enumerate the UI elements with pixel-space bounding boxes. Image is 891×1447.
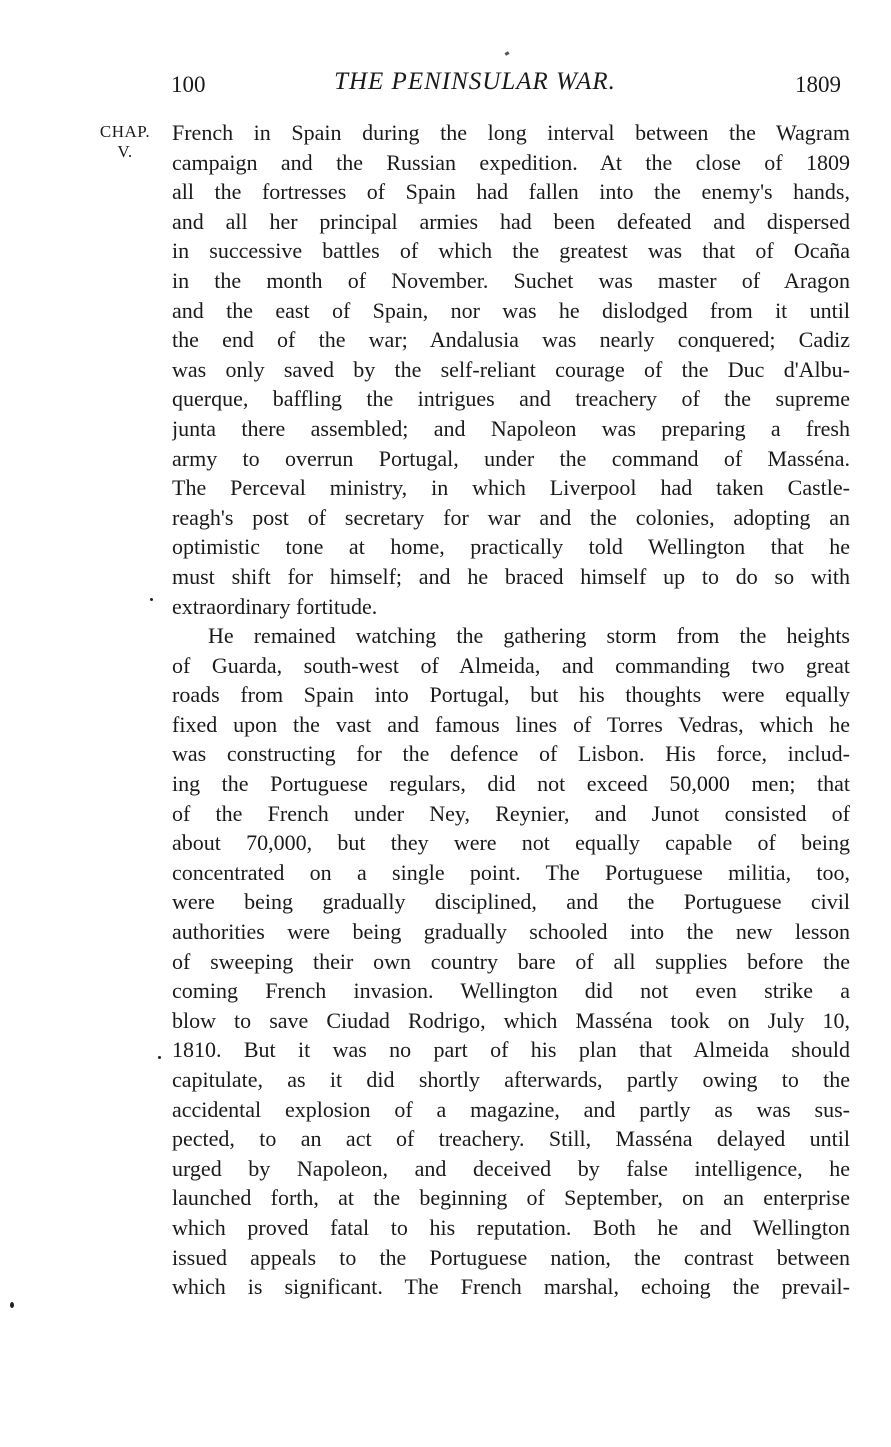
text-line: were being gradually disciplined, and the Portuguese civil bbox=[172, 889, 850, 915]
paragraph bbox=[172, 118, 850, 621]
text-line: capitulate, as it did shortly afterwards, partly owing to the bbox=[172, 1067, 850, 1092]
text-line: extraordinary fortitude. bbox=[172, 593, 378, 619]
running-head bbox=[0, 68, 891, 108]
text-line: querque, baffling the intrigues and treachery of the supreme bbox=[172, 386, 850, 412]
text-line: launched forth, at the beginning of September, on an enterprise bbox=[172, 1185, 850, 1211]
text-line: reagh's post of secretary for war and the colonies, adopting an bbox=[172, 504, 850, 530]
ink-speck bbox=[10, 1302, 14, 1308]
text-line: which proved fatal to his reputation. Both he and Wellington bbox=[172, 1214, 850, 1240]
text-line: coming French invasion. Wellington did not even strike a bbox=[172, 978, 850, 1004]
text-line: blow to save Ciudad Rodrigo, which Masséna took on July 10, bbox=[172, 1007, 850, 1033]
text-line: about 70,000, but they were not equally capable of being bbox=[172, 830, 850, 856]
text-line: must shift for himself; and he braced himself up to do so with bbox=[172, 563, 850, 589]
text-line: French in Spain during the long interval between the Wagram bbox=[172, 120, 850, 145]
text-line: in the month of November. Suchet was master of Aragon bbox=[172, 267, 850, 293]
text-line: campaign and the Russian expedition. At the close of 1809 bbox=[172, 149, 850, 175]
chapter-label: CHAP. bbox=[99, 122, 151, 141]
ink-speck bbox=[158, 1056, 161, 1059]
text-line: was only saved by the self-reliant courage of the Duc d'Albu- bbox=[172, 356, 850, 382]
text-line: He remained watching the gathering storm from the heights bbox=[208, 623, 850, 649]
text-line: the end of the war; Andalusia was nearly conquered; Cadiz bbox=[172, 327, 850, 353]
text-line: pected, to an act of treachery. Still, Masséna delayed until bbox=[172, 1126, 850, 1152]
text-line: of Guarda, south-west of Almeida, and commanding two great bbox=[172, 652, 850, 678]
text-line: authorities were being gradually schooled into the new lesson bbox=[172, 919, 850, 945]
text-line: all the fortresses of Spain had fallen into the enemy's hands, bbox=[172, 179, 850, 205]
text-line: urged by Napoleon, and deceived by false intelligence, he bbox=[172, 1155, 850, 1181]
text-line: 1810. But it was no part of his plan that Almeida should bbox=[172, 1037, 850, 1063]
text-line: junta there assembled; and Napoleon was preparing a fresh bbox=[172, 415, 850, 441]
text-line: army to overrun Portugal, under the command of Masséna. bbox=[172, 445, 850, 471]
body-text bbox=[172, 118, 850, 1302]
text-line: accidental explosion of a magazine, and partly as was sus- bbox=[172, 1096, 850, 1122]
text-line: was constructing for the defence of Lisbon. His force, includ- bbox=[172, 741, 850, 767]
paragraph bbox=[172, 621, 850, 1302]
text-line: The Perceval ministry, in which Liverpool had taken Castle- bbox=[172, 475, 850, 501]
text-line: in successive battles of which the greatest was that of Ocaña bbox=[172, 238, 850, 264]
text-line: optimistic tone at home, practically told Wellington that he bbox=[172, 534, 850, 560]
ink-speck bbox=[150, 598, 153, 601]
text-line: ing the Portuguese regulars, did not exceed 50,000 men; that bbox=[172, 771, 850, 797]
text-line: fixed upon the vast and famous lines of Torres Vedras, which he bbox=[172, 711, 850, 737]
text-line: roads from Spain into Portugal, but his thoughts were equally bbox=[172, 682, 850, 708]
text-line: issued appeals to the Portuguese nation, the contrast between bbox=[172, 1244, 850, 1270]
ink-speck bbox=[505, 51, 510, 56]
text-line: and the east of Spain, nor was he dislodged from it until bbox=[172, 297, 850, 323]
text-line: which is significant. The French marshal, echoing the prevail- bbox=[172, 1274, 850, 1300]
chapter-marker bbox=[90, 122, 160, 162]
chapter-number: V. bbox=[117, 142, 133, 161]
text-line: concentrated on a single point. The Portuguese militia, too, bbox=[172, 859, 850, 885]
running-year: 1809 bbox=[795, 72, 841, 97]
text-line: of sweeping their own country bare of all supplies before the bbox=[172, 948, 850, 974]
text-line: and all her principal armies had been defeated and dispersed bbox=[172, 208, 850, 234]
text-line: of the French under Ney, Reynier, and Junot consisted of bbox=[172, 800, 850, 826]
page-number: 100 bbox=[171, 72, 206, 97]
running-title: THE PENINSULAR WAR. bbox=[334, 68, 616, 95]
